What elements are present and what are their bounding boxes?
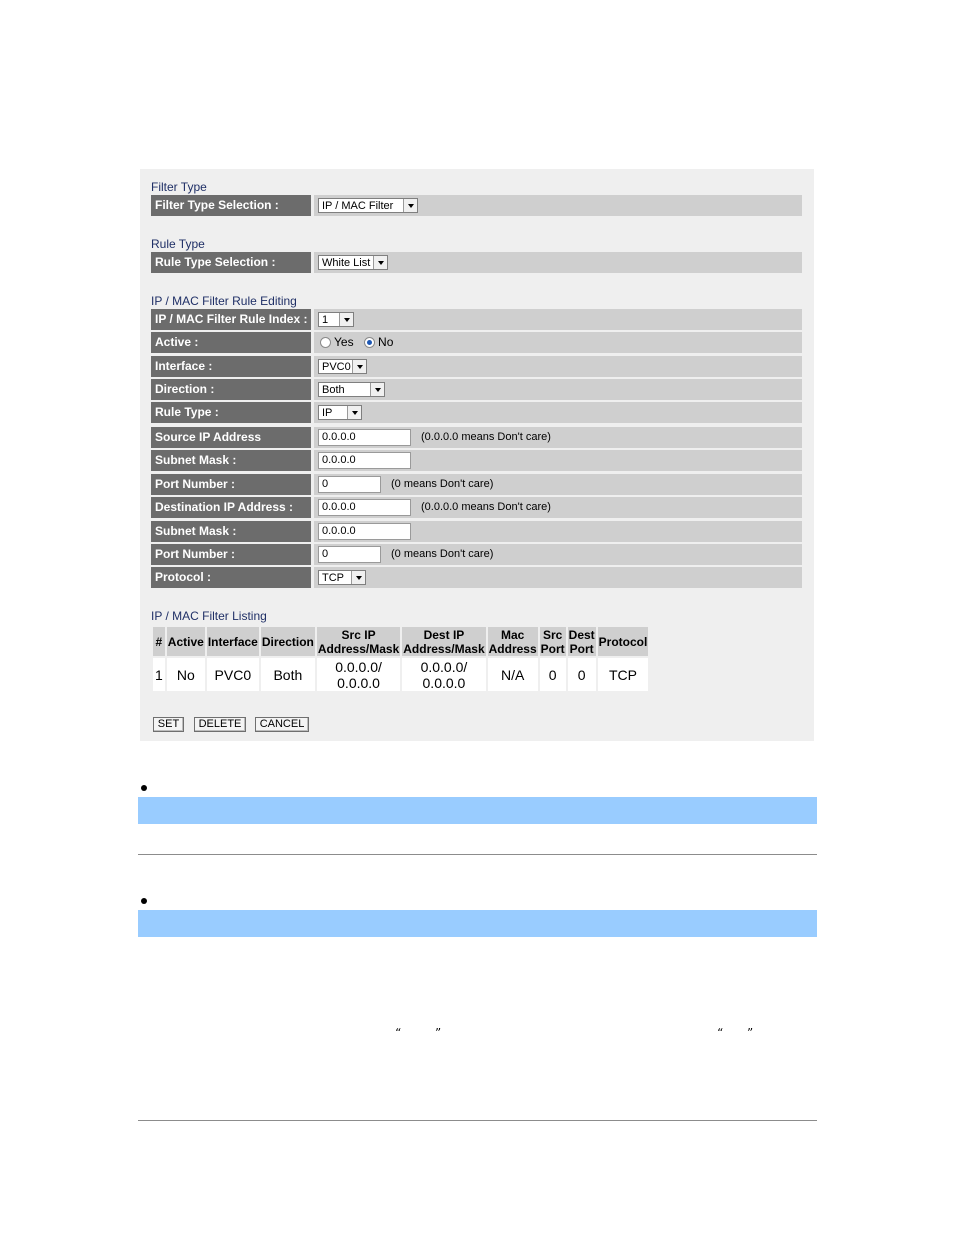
source-mask-row (151, 450, 802, 471)
destination-mask-row (151, 521, 802, 542)
listing-title: IP / MAC Filter Listing (151, 609, 267, 623)
filter-type-row (151, 195, 802, 216)
source-port-row (151, 474, 802, 495)
cell-active: No (166, 657, 206, 692)
interface-label: Interface : (151, 356, 311, 377)
chevron-down-icon (373, 256, 387, 269)
chevron-down-icon (347, 406, 361, 419)
destination-port-input[interactable]: 0 (318, 546, 381, 563)
active-no-radio[interactable] (364, 337, 375, 348)
chevron-down-icon (352, 360, 366, 373)
filter-config-panel (140, 169, 814, 741)
close-quote: ” (435, 1026, 442, 1040)
destination-ip-row (151, 497, 802, 518)
bullet-icon (141, 785, 147, 791)
active-label: Active : (151, 332, 311, 353)
cell-interface: PVC0 (206, 657, 260, 692)
rule-type-label: Rule Type : (151, 402, 311, 423)
chevron-down-icon (339, 313, 353, 326)
source-ip-row (151, 427, 802, 448)
rule-type-edit-row (151, 402, 802, 423)
col-num: # (152, 626, 166, 657)
cancel-button[interactable]: CANCEL (255, 717, 309, 732)
active-yes-radio[interactable] (320, 337, 331, 348)
open-quote: “ (717, 1026, 724, 1040)
direction-select[interactable]: Both (318, 382, 385, 397)
col-dest-port: Dest Port (568, 627, 595, 656)
source-port-input[interactable]: 0 (318, 476, 381, 493)
rule-type-title: Rule Type (151, 237, 205, 251)
col-interface: Interface (206, 626, 260, 657)
source-mask-input[interactable]: 0.0.0.0 (318, 452, 411, 469)
destination-port-row (151, 544, 802, 565)
footer-divider (138, 1120, 817, 1121)
filter-type-title: Filter Type (151, 180, 207, 194)
col-src-ip: Src IP Address/Mask (317, 627, 400, 656)
cell-protocol: TCP (597, 657, 650, 692)
interface-row (151, 356, 802, 377)
destination-mask-label: Subnet Mask : (151, 521, 311, 542)
col-protocol: Protocol (597, 626, 650, 657)
close-quote: ” (747, 1026, 754, 1040)
bullet-icon (141, 898, 147, 904)
rule-index-select[interactable]: 1 (318, 312, 354, 327)
cell-dest-port: 0 (567, 657, 597, 692)
rule-type-edit-select[interactable]: IP (318, 405, 362, 420)
info-bar (138, 797, 817, 824)
active-no-label: No (378, 335, 394, 350)
cell-dest-ip: 0.0.0.0/ 0.0.0.0 (401, 657, 486, 692)
source-mask-label: Subnet Mask : (151, 450, 311, 471)
chevron-down-icon (351, 571, 365, 584)
active-yes-label: Yes (334, 335, 354, 350)
direction-label: Direction : (151, 379, 311, 400)
protocol-label: Protocol : (151, 567, 311, 588)
rule-type-row (151, 252, 802, 273)
rule-index-row (151, 309, 802, 330)
destination-ip-note: (0.0.0.0 means Don't care) (421, 501, 551, 513)
filter-type-select[interactable]: IP / MAC Filter (318, 198, 418, 213)
delete-button[interactable]: DELETE (194, 717, 246, 732)
divider (138, 854, 817, 855)
open-quote: “ (395, 1026, 402, 1040)
table-header-row (152, 626, 649, 657)
active-row (151, 332, 802, 353)
interface-select[interactable]: PVC0 (318, 359, 367, 374)
destination-port-note: (0 means Don't care) (391, 548, 494, 560)
set-button[interactable]: SET (153, 717, 184, 732)
protocol-row (151, 567, 802, 588)
rule-type-select[interactable]: White List (318, 255, 388, 270)
cell-num: 1 (152, 657, 166, 692)
cell-src-ip: 0.0.0.0/ 0.0.0.0 (316, 657, 401, 692)
source-ip-input[interactable]: 0.0.0.0 (318, 429, 411, 446)
col-direction: Direction (260, 626, 316, 657)
table-row (152, 657, 649, 692)
direction-row (151, 379, 802, 400)
col-dest-ip: Dest IP Address/Mask (403, 627, 485, 656)
col-active: Active (166, 626, 206, 657)
source-ip-note: (0.0.0.0 means Don't care) (421, 431, 551, 443)
rule-type-selection-label: Rule Type Selection : (151, 252, 311, 273)
cell-mac: N/A (487, 657, 539, 692)
info-bar (138, 910, 817, 937)
chevron-down-icon (403, 199, 417, 212)
rule-editing-title: IP / MAC Filter Rule Editing (151, 294, 297, 308)
chevron-down-icon (370, 383, 384, 396)
source-ip-label: Source IP Address (151, 427, 311, 448)
col-mac: Mac Address (488, 627, 537, 656)
destination-ip-label: Destination IP Address : (151, 497, 311, 518)
filter-type-label: Filter Type Selection : (151, 195, 311, 216)
source-port-label: Port Number : (151, 474, 311, 495)
rule-index-label: IP / MAC Filter Rule Index : (151, 309, 311, 330)
destination-ip-input[interactable]: 0.0.0.0 (318, 499, 411, 516)
cell-direction: Both (260, 657, 316, 692)
protocol-select[interactable]: TCP (318, 570, 366, 585)
source-port-note: (0 means Don't care) (391, 478, 494, 490)
cell-src-port: 0 (539, 657, 567, 692)
destination-mask-input[interactable]: 0.0.0.0 (318, 523, 411, 540)
col-src-port: Src Port (540, 627, 565, 656)
destination-port-label: Port Number : (151, 544, 311, 565)
filter-listing-table (151, 625, 650, 693)
